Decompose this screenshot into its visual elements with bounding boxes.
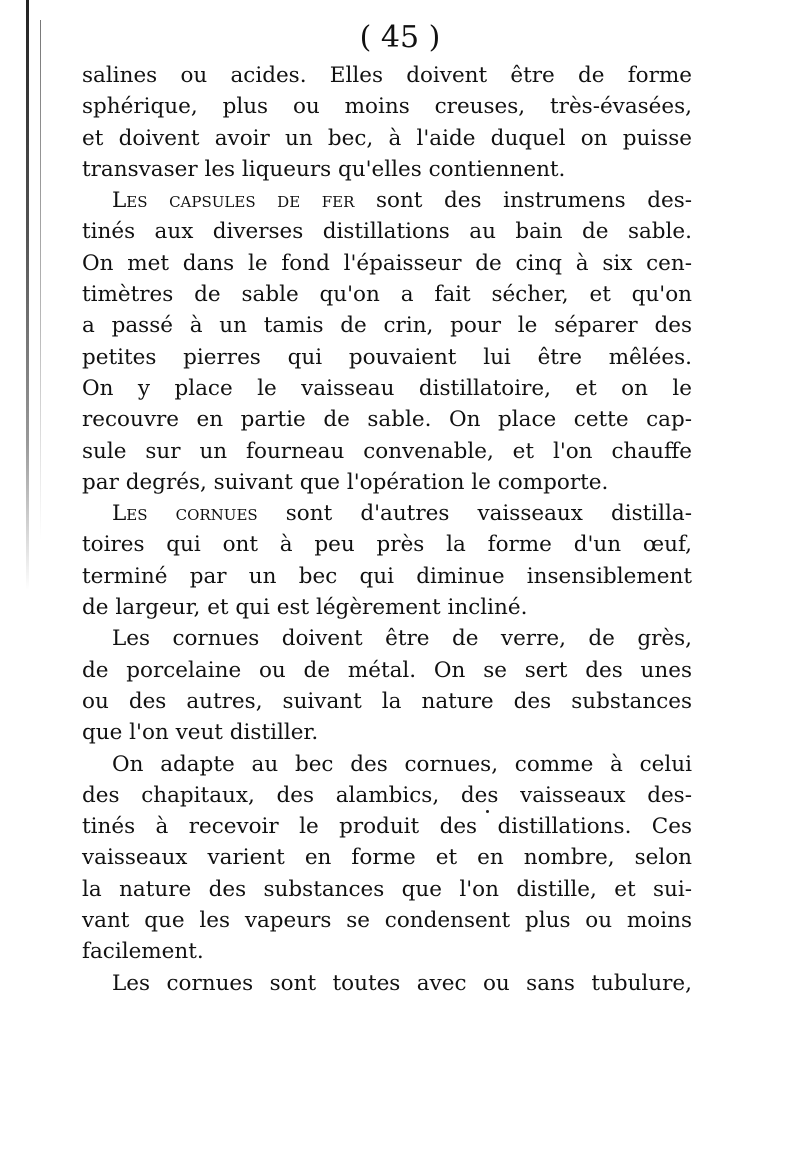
body-text [82,60,692,999]
text-line [82,185,692,216]
text-line: la nature des substances que l'on distille, et sui- [82,876,692,902]
text-line: vaisseaux varient en forme et en nombre, selon [82,845,692,871]
text-line: par degrés, suivant que l'opération le comporte. [82,469,609,495]
binding-edge [26,0,29,590]
text-line: de porcelaine ou de métal. On se sert des unes [82,657,692,683]
small-caps-term: Les capsules de fer [112,188,355,214]
text-line: terminé par un bec qui diminue insensiblement [82,563,692,589]
line-rest: sont des instrumens des- [354,188,692,214]
text-line: petites pierres qui pouvaient lui être mêlées. [82,344,692,370]
page-number: ( 45 ) [359,20,441,55]
text-line: On y place le vaisseau distillatoire, et on le [82,375,692,401]
text-line: ou des autres, suivant la nature des substances [82,688,692,714]
text-line: Les cornues sont toutes avec ou sans tubulure, [112,970,692,996]
ink-speck [486,810,489,813]
text-line: des chapitaux, des alambics, des vaisseaux des- [82,782,692,808]
text-line: Les cornues doivent être de verre, de grès, [112,626,692,652]
text-line: sule sur un fourneau convenable, et l'on chauffe [82,438,692,464]
text-line: On met dans le fond l'épaisseur de cinq à six cen- [82,250,692,276]
text-line: que l'on veut distiller. [82,720,319,746]
text-line: salines ou acides. Elles doivent être de forme [82,63,692,88]
small-caps-term: Les cornues [112,501,258,527]
text-line: On adapte au bec des cornues, comme à celui [112,751,692,777]
text-line [82,498,692,529]
text-line: tinés à recevoir le produit des distillations. Ces [82,814,692,840]
text-line: sphérique, plus ou moins creuses, très-évasées, [82,94,692,120]
text-line: toires qui ont à peu près la forme d'un œuf, [82,532,692,558]
text-line: et doivent avoir un bec, à l'aide duquel on puisse [82,125,692,151]
text-line: tinés aux diverses distillations au bain de sable. [82,219,692,245]
text-line: recouvre en partie de sable. On place cette cap- [82,407,692,433]
text-line: a passé à un tamis de crin, pour le séparer des [82,313,692,339]
text-line: facilement. [82,939,204,965]
text-line: de largeur, et qui est légèrement incliné. [82,595,528,621]
binding-edge-thin [40,20,41,540]
text-line: timètres de sable qu'on a fait sécher, et qu'on [82,282,692,308]
text-line: vant que les vapeurs se condensent plus ou moins [82,908,692,934]
text-line: transvaser les liqueurs qu'elles contiennent. [82,156,566,182]
line-rest: sont d'autres vaisseaux distilla- [257,501,692,527]
